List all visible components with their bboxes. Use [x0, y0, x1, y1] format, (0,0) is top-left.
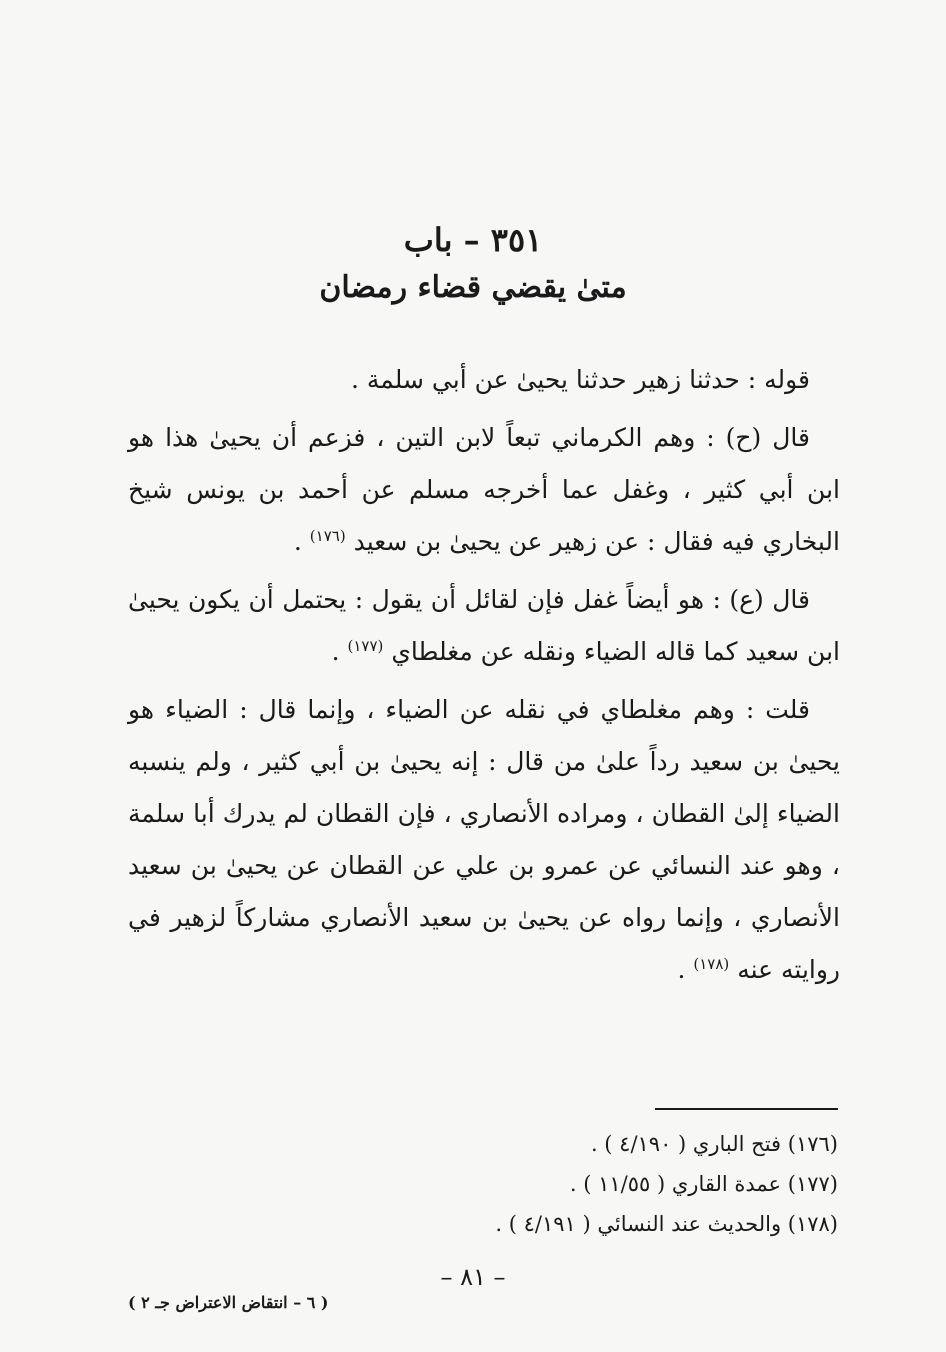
chapter-number: ٣٥١ – باب: [403, 221, 543, 259]
paragraph-end: .: [331, 637, 348, 666]
footnote-item: (١٧٦) فتح الباري ( ٤/١٩٠ ) .: [590, 1132, 838, 1156]
footnote-divider: [655, 1108, 838, 1110]
footnote-reference: (١٧٨): [693, 955, 730, 973]
paragraph-text: قال (ح) : وهم الكرماني تبعاً لابن التين ، فزعم أن يحيىٰ هذا هو ابن أبي كثير ، وغفل عما أخرجه مسلم عن أحمد بن يونس شيخ البخاري فيه فقال : عن زهير عن يحيىٰ بن سعيد: [128, 423, 840, 556]
paragraph-text: قال (ع) : هو أيضاً غفل فإن لقائل أن يقول : يحتمل أن يكون يحيىٰ ابن سعيد كما قاله الضياء ونقله عن مغلطاي: [128, 585, 840, 666]
body-text: [128, 354, 840, 996]
paragraph-text: قلت : وهم مغلطاي في نقله عن الضياء ، وإنما قال : الضياء هو يحيىٰ بن سعيد رداً علىٰ من قال : إنه يحيىٰ بن أبي كثير ، ولم ينسبه الضياء إلىٰ القطان ، ومراده الأنصاري ، فإن القطان لم يدرك أبا سلمة ، وهو عند النسائي عن عمرو بن علي عن القطان عن يحيىٰ بن سعيد الأنصاري ، وإنما رواه عن يحيىٰ بن سعيد الأنصاري مشاركاً لزهير في روايته عنه: [128, 695, 840, 984]
paragraph-text: قوله : حدثنا زهير حدثنا يحيىٰ عن أبي سلمة .: [350, 365, 810, 394]
footnote-item: (١٧٧) عمدة القاري ( ١١/٥٥ ) .: [569, 1172, 838, 1196]
printer-signature: ( ٦ – انتقاض الاعتراض جـ ٢ ): [128, 1293, 329, 1312]
chapter-title: متىٰ يقضي قضاء رمضان: [319, 270, 627, 305]
paragraph-4: [128, 684, 840, 996]
paragraph-1: [128, 354, 840, 406]
page-number: – ٨١ –: [440, 1263, 506, 1291]
paragraph-2: [128, 412, 840, 568]
paragraph-end: .: [677, 955, 694, 984]
footnotes-list: [300, 1124, 838, 1244]
footnote-item: (١٧٨) والحديث عند النسائي ( ٤/١٩١ ) .: [495, 1212, 838, 1236]
paragraph-end: .: [293, 527, 310, 556]
footnote-reference: (١٧٦): [309, 527, 346, 545]
paragraph-3: [128, 574, 840, 678]
footnote-reference: (١٧٧): [347, 637, 384, 655]
